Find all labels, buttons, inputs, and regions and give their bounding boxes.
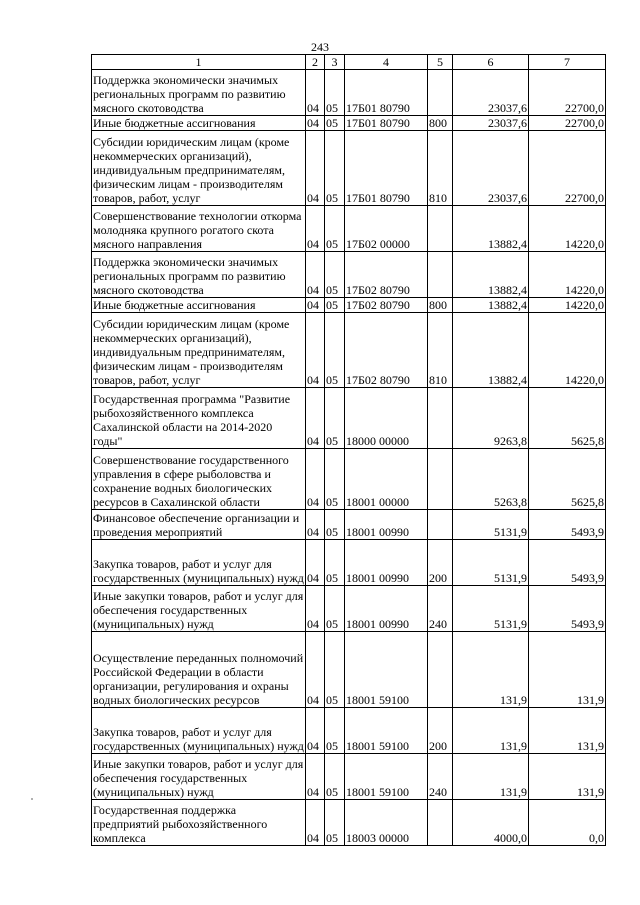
target-article-cell: 18001 00990	[345, 586, 428, 632]
section-code-cell: 04	[306, 298, 325, 313]
section-code-cell: 04	[306, 131, 325, 206]
amount-col7-cell: 131,9	[529, 632, 606, 708]
table-row	[92, 298, 606, 313]
subsection-code-cell: 05	[325, 449, 345, 510]
target-article-cell: 18001 59100	[345, 754, 428, 800]
row-name-cell: Финансовое обеспечение организации и проведения мероприятий	[92, 510, 306, 540]
amount-col6-cell: 5131,9	[453, 540, 529, 586]
section-code-cell: 04	[306, 510, 325, 540]
target-article-cell: 18001 00990	[345, 540, 428, 586]
table-row	[92, 754, 606, 800]
subsection-code-cell: 05	[325, 131, 345, 206]
target-article-cell: 17Б01 80790	[345, 70, 428, 116]
amount-col7-cell: 5493,9	[529, 510, 606, 540]
subsection-code-cell: 05	[325, 632, 345, 708]
amount-col7-cell: 22700,0	[529, 131, 606, 206]
target-article-cell: 17Б02 80790	[345, 252, 428, 298]
amount-col7-cell: 5493,9	[529, 586, 606, 632]
target-article-cell: 18000 00000	[345, 388, 428, 449]
target-article-cell: 18001 59100	[345, 708, 428, 754]
table-row	[92, 70, 606, 116]
amount-col6-cell: 131,9	[453, 708, 529, 754]
subsection-code-cell: 05	[325, 313, 345, 388]
column-header: 7	[529, 55, 606, 70]
row-name-cell: Иные закупки товаров, работ и услуг для обеспечения государственных (муниципальных) нужд	[92, 754, 306, 800]
table-row	[92, 449, 606, 510]
amount-col6-cell: 5131,9	[453, 586, 529, 632]
table-row	[92, 116, 606, 131]
section-code-cell: 04	[306, 540, 325, 586]
table-row	[92, 632, 606, 708]
section-code-cell: 04	[306, 632, 325, 708]
section-code-cell: 04	[306, 70, 325, 116]
column-header: 5	[428, 55, 453, 70]
section-code-cell: 04	[306, 206, 325, 252]
row-name-cell: Закупка товаров, работ и услуг для государственных (муниципальных) нужд	[92, 540, 306, 586]
row-name-cell: Иные бюджетные ассигнования	[92, 116, 306, 131]
expense-type-cell	[428, 252, 453, 298]
row-name-cell: Иные бюджетные ассигнования	[92, 298, 306, 313]
scan-speck	[31, 798, 33, 800]
table-row	[92, 586, 606, 632]
subsection-code-cell: 05	[325, 116, 345, 131]
expense-type-cell: 240	[428, 754, 453, 800]
section-code-cell: 04	[306, 754, 325, 800]
section-code-cell: 04	[306, 388, 325, 449]
expense-type-cell: 200	[428, 708, 453, 754]
row-name-cell: Закупка товаров, работ и услуг для государственных (муниципальных) нужд	[92, 708, 306, 754]
table-row	[92, 800, 606, 846]
amount-col6-cell: 13882,4	[453, 206, 529, 252]
amount-col6-cell: 5263,8	[453, 449, 529, 510]
table-row	[92, 388, 606, 449]
expense-type-cell	[428, 206, 453, 252]
amount-col7-cell: 14220,0	[529, 252, 606, 298]
amount-col7-cell: 131,9	[529, 754, 606, 800]
table-header-row	[92, 55, 606, 70]
subsection-code-cell: 05	[325, 298, 345, 313]
subsection-code-cell: 05	[325, 800, 345, 846]
page-number: 243	[311, 40, 329, 54]
row-name-cell: Иные закупки товаров, работ и услуг для обеспечения государственных (муниципальных) нужд	[92, 586, 306, 632]
section-code-cell: 04	[306, 586, 325, 632]
section-code-cell: 04	[306, 800, 325, 846]
amount-col7-cell: 131,9	[529, 708, 606, 754]
amount-col6-cell: 13882,4	[453, 252, 529, 298]
subsection-code-cell: 05	[325, 70, 345, 116]
expense-type-cell	[428, 800, 453, 846]
table-row	[92, 206, 606, 252]
subsection-code-cell: 05	[325, 586, 345, 632]
column-header: 6	[453, 55, 529, 70]
target-article-cell: 17Б02 00000	[345, 206, 428, 252]
target-article-cell: 18001 00000	[345, 449, 428, 510]
expense-type-cell	[428, 388, 453, 449]
section-code-cell: 04	[306, 313, 325, 388]
amount-col7-cell: 5493,9	[529, 540, 606, 586]
amount-col7-cell: 22700,0	[529, 116, 606, 131]
column-header: 2	[306, 55, 325, 70]
target-article-cell: 17Б01 80790	[345, 116, 428, 131]
table-row	[92, 510, 606, 540]
expense-type-cell: 200	[428, 540, 453, 586]
amount-col6-cell: 13882,4	[453, 313, 529, 388]
section-code-cell: 04	[306, 449, 325, 510]
target-article-cell: 17Б01 80790	[345, 131, 428, 206]
expense-type-cell: 800	[428, 116, 453, 131]
target-article-cell: 18001 00990	[345, 510, 428, 540]
amount-col7-cell: 14220,0	[529, 313, 606, 388]
column-header: 3	[325, 55, 345, 70]
amount-col7-cell: 14220,0	[529, 298, 606, 313]
expense-type-cell: 240	[428, 586, 453, 632]
expense-type-cell	[428, 449, 453, 510]
table-row	[92, 708, 606, 754]
section-code-cell: 04	[306, 252, 325, 298]
amount-col6-cell: 5131,9	[453, 510, 529, 540]
expense-type-cell: 800	[428, 298, 453, 313]
subsection-code-cell: 05	[325, 510, 345, 540]
table-row	[92, 540, 606, 586]
column-header: 4	[345, 55, 428, 70]
table-row	[92, 252, 606, 298]
subsection-code-cell: 05	[325, 754, 345, 800]
amount-col7-cell: 22700,0	[529, 70, 606, 116]
expense-type-cell	[428, 70, 453, 116]
amount-col7-cell: 5625,8	[529, 449, 606, 510]
amount-col6-cell: 23037,6	[453, 116, 529, 131]
section-code-cell: 04	[306, 116, 325, 131]
target-article-cell: 17Б02 80790	[345, 313, 428, 388]
row-name-cell: Государственная программа "Развитие рыбохозяйственного комплекса Сахалинской области на 2014-2020 годы"	[92, 388, 306, 449]
amount-col6-cell: 4000,0	[453, 800, 529, 846]
subsection-code-cell: 05	[325, 540, 345, 586]
amount-col6-cell: 131,9	[453, 754, 529, 800]
subsection-code-cell: 05	[325, 206, 345, 252]
row-name-cell: Поддержка экономически значимых региональных программ по развитию мясного скотоводства	[92, 70, 306, 116]
budget-table	[91, 54, 606, 846]
row-name-cell: Субсидии юридическим лицам (кроме некоммерческих организаций), индивидуальным предпринимателям, физическим лицам - производителям товаров, работ, услуг	[92, 131, 306, 206]
amount-col7-cell: 14220,0	[529, 206, 606, 252]
row-name-cell: Совершенствование государственного управления в сфере рыболовства и сохранение водных биологических ресурсов в Сахалинской области	[92, 449, 306, 510]
expense-type-cell: 810	[428, 313, 453, 388]
amount-col6-cell: 23037,6	[453, 131, 529, 206]
amount-col7-cell: 5625,8	[529, 388, 606, 449]
amount-col6-cell: 23037,6	[453, 70, 529, 116]
expense-type-cell	[428, 510, 453, 540]
row-name-cell: Государственная поддержка предприятий рыбохозяйственного комплекса	[92, 800, 306, 846]
amount-col6-cell: 13882,4	[453, 298, 529, 313]
column-header: 1	[92, 55, 306, 70]
section-code-cell: 04	[306, 708, 325, 754]
target-article-cell: 17Б02 80790	[345, 298, 428, 313]
subsection-code-cell: 05	[325, 708, 345, 754]
subsection-code-cell: 05	[325, 388, 345, 449]
row-name-cell: Субсидии юридическим лицам (кроме некоммерческих организаций), индивидуальным предпринимателям, физическим лицам - производителям товаров, работ, услуг	[92, 313, 306, 388]
table-row	[92, 131, 606, 206]
row-name-cell: Осуществление переданных полномочий Российской Федерации в области организации, регулирования и охраны водных биологических ресурсов	[92, 632, 306, 708]
amount-col6-cell: 131,9	[453, 632, 529, 708]
target-article-cell: 18003 00000	[345, 800, 428, 846]
amount-col7-cell: 0,0	[529, 800, 606, 846]
row-name-cell: Совершенствование технологии откорма молодняка крупного рогатого скота мясного направления	[92, 206, 306, 252]
table-row	[92, 313, 606, 388]
target-article-cell: 18001 59100	[345, 632, 428, 708]
row-name-cell: Поддержка экономически значимых региональных программ по развитию мясного скотоводства	[92, 252, 306, 298]
expense-type-cell	[428, 632, 453, 708]
amount-col6-cell: 9263,8	[453, 388, 529, 449]
subsection-code-cell: 05	[325, 252, 345, 298]
expense-type-cell: 810	[428, 131, 453, 206]
